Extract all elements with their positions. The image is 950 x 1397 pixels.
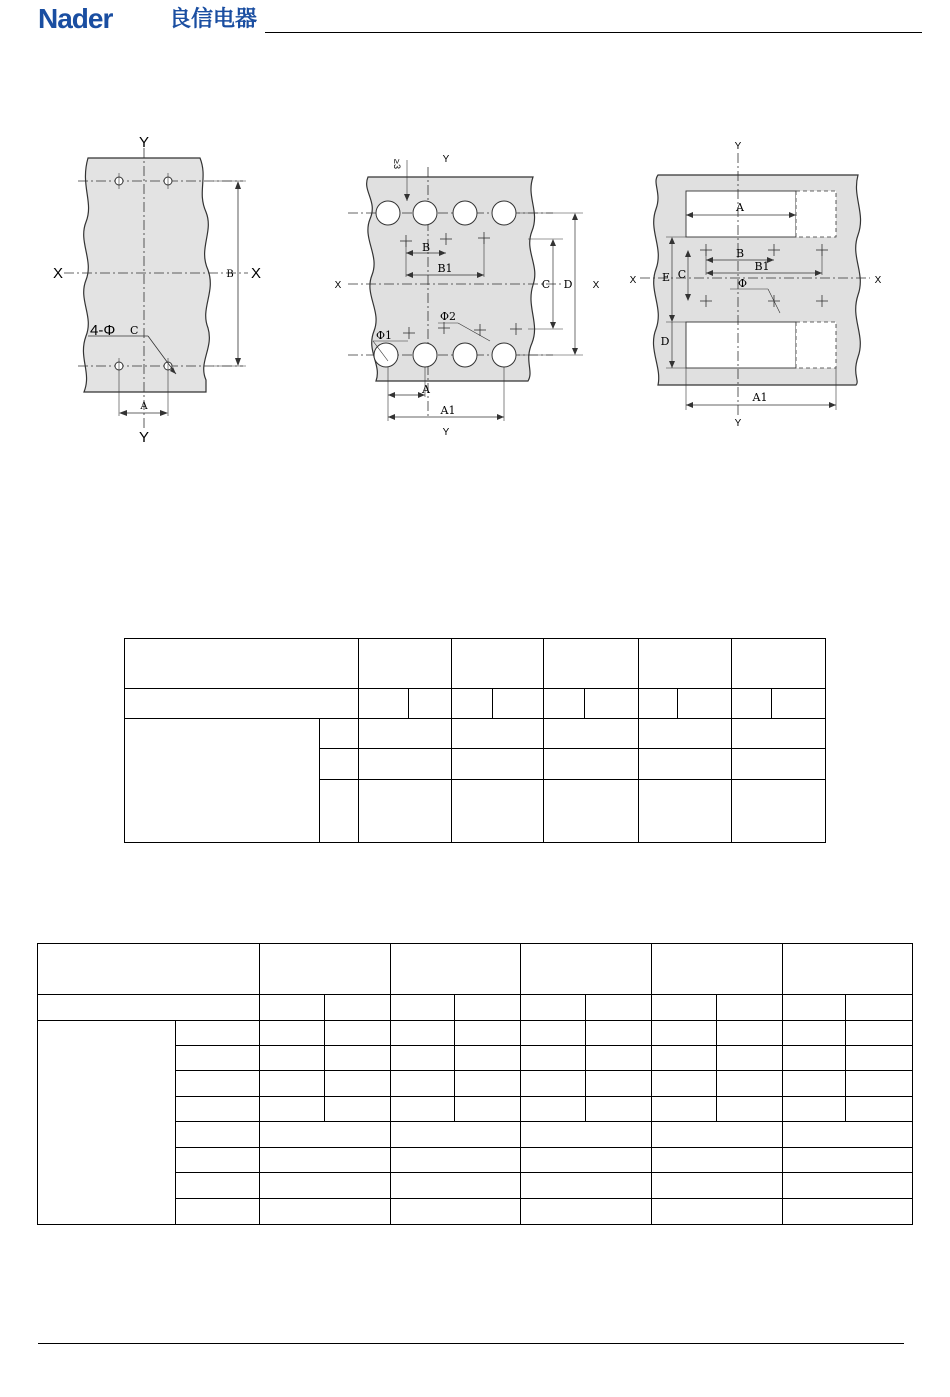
table2-cell bbox=[390, 1071, 455, 1097]
table1-cell bbox=[451, 689, 493, 719]
table2-cell bbox=[521, 1046, 586, 1071]
table2-cell bbox=[390, 1173, 521, 1199]
table1-cell bbox=[451, 780, 544, 843]
table2-cell bbox=[652, 1173, 783, 1199]
hole bbox=[376, 201, 400, 225]
dimension-table-1 bbox=[124, 638, 826, 843]
table2-cell bbox=[586, 1021, 652, 1046]
dim-label-b: B bbox=[735, 247, 745, 260]
hole bbox=[492, 201, 516, 225]
table1-cell bbox=[544, 689, 585, 719]
table2-row-label bbox=[175, 1148, 259, 1173]
axis-x-right: X bbox=[874, 275, 882, 286]
hole bbox=[413, 343, 437, 367]
axis-y-bottom: Y bbox=[734, 418, 742, 429]
dim-label-a1: A1 bbox=[752, 391, 768, 404]
table1-cell bbox=[639, 780, 732, 843]
hole-dim-label: C bbox=[130, 324, 139, 337]
table2-cell bbox=[783, 1021, 846, 1046]
table2-cell bbox=[390, 1148, 521, 1173]
dim-label-b: B bbox=[226, 269, 234, 280]
axis-x-left: X bbox=[52, 265, 64, 282]
table2-cell bbox=[521, 995, 586, 1021]
table2-cell bbox=[324, 1097, 390, 1122]
dim-label-c: C bbox=[677, 268, 687, 281]
table2-cell bbox=[259, 1046, 324, 1071]
table2-cell bbox=[390, 1097, 455, 1122]
brand-logo-cn: 良信电器 bbox=[169, 7, 258, 32]
table2-cell bbox=[652, 1148, 783, 1173]
table2-cell bbox=[455, 1046, 521, 1071]
table2-subheader-cell bbox=[38, 995, 260, 1021]
table2-cell bbox=[259, 1021, 324, 1046]
table2-cell bbox=[521, 1122, 652, 1148]
table2-cell bbox=[717, 1097, 783, 1122]
table2-cell bbox=[521, 1148, 652, 1173]
hole-count-label: 4-Φ bbox=[90, 322, 116, 339]
axis-y-top: Y bbox=[138, 134, 150, 151]
table2-header-cell bbox=[259, 944, 390, 995]
table1-cell bbox=[732, 749, 826, 780]
table1-header-cell bbox=[451, 639, 544, 689]
table2-cell bbox=[521, 1199, 652, 1225]
table2-header-cell bbox=[521, 944, 652, 995]
table2-cell bbox=[783, 1148, 913, 1173]
table1-cell bbox=[772, 689, 826, 719]
table2-cell bbox=[324, 995, 390, 1021]
dimension-table-2 bbox=[37, 943, 913, 1225]
cutout-upper-ext bbox=[796, 191, 836, 237]
table1-header-cell bbox=[125, 639, 359, 689]
table2-cell bbox=[521, 1097, 586, 1122]
table1-header-cell bbox=[639, 639, 732, 689]
table2-cell bbox=[521, 1173, 652, 1199]
dim-label-b1: B1 bbox=[437, 262, 453, 275]
table2-cell bbox=[324, 1046, 390, 1071]
table1-cell bbox=[585, 689, 639, 719]
dim-label-c: C bbox=[541, 278, 551, 291]
dim-label-b1: B1 bbox=[754, 260, 770, 273]
table2-header-cell bbox=[38, 944, 260, 995]
dim-label-a: A bbox=[140, 401, 148, 412]
table2-cell bbox=[586, 1071, 652, 1097]
table2-cell bbox=[652, 1122, 783, 1148]
table1-row-group-label bbox=[125, 719, 320, 843]
table1-cell bbox=[678, 689, 732, 719]
table2-cell bbox=[259, 1122, 390, 1148]
cutout-upper bbox=[686, 191, 796, 237]
table1-cell bbox=[358, 719, 451, 749]
table1-cell bbox=[639, 749, 732, 780]
table2-cell bbox=[259, 1148, 390, 1173]
page-header bbox=[38, 4, 922, 34]
table2-cell bbox=[259, 1071, 324, 1097]
table1-row-label bbox=[319, 749, 358, 780]
table2-cell bbox=[259, 1199, 390, 1225]
table2-cell bbox=[652, 1046, 717, 1071]
table2-cell bbox=[846, 1097, 913, 1122]
table1-row-label bbox=[319, 719, 358, 749]
table1-header-cell bbox=[544, 639, 639, 689]
table2-cell bbox=[455, 1097, 521, 1122]
mounting-drawing-2 bbox=[328, 145, 618, 445]
table1-cell bbox=[732, 689, 772, 719]
table2-cell bbox=[846, 1021, 913, 1046]
table2-cell bbox=[324, 1071, 390, 1097]
table1-header-cell bbox=[358, 639, 451, 689]
mounting-drawing-1 bbox=[48, 130, 288, 450]
table2-row-label bbox=[175, 1021, 259, 1046]
dim-label-d: D bbox=[563, 278, 573, 291]
table1-cell bbox=[544, 719, 639, 749]
table2-cell bbox=[783, 1122, 913, 1148]
dim-label-a1: A1 bbox=[440, 404, 456, 417]
table2-cell bbox=[259, 1173, 390, 1199]
table2-cell bbox=[390, 1046, 455, 1071]
header-rule bbox=[265, 32, 922, 33]
phi-label: Φ bbox=[738, 277, 748, 290]
cutout-lower bbox=[686, 322, 796, 368]
table2-header-cell bbox=[783, 944, 913, 995]
table2-row-label bbox=[175, 1173, 259, 1199]
axis-x-left: X bbox=[334, 280, 342, 291]
table2-cell bbox=[783, 995, 846, 1021]
table2-row-label bbox=[175, 1046, 259, 1071]
hole bbox=[453, 343, 477, 367]
table2-cell bbox=[717, 1021, 783, 1046]
table2-cell bbox=[390, 1199, 521, 1225]
table2-cell bbox=[455, 995, 521, 1021]
brand-logo-en: Nader bbox=[38, 3, 113, 34]
axis-y-top: Y bbox=[442, 154, 450, 165]
table2-cell bbox=[390, 1122, 521, 1148]
table2-cell bbox=[717, 1046, 783, 1071]
dim-label-d: D bbox=[660, 335, 670, 348]
table2-cell bbox=[846, 1046, 913, 1071]
edge-clearance-note: ≥3 bbox=[392, 159, 402, 169]
table2-cell bbox=[783, 1173, 913, 1199]
hole bbox=[492, 343, 516, 367]
table1-cell bbox=[732, 780, 826, 843]
table1-cell bbox=[493, 689, 544, 719]
table2-header-cell bbox=[390, 944, 521, 995]
table2-cell bbox=[259, 1097, 324, 1122]
table2-cell bbox=[521, 1071, 586, 1097]
table2-cell bbox=[846, 1071, 913, 1097]
table2-cell bbox=[717, 1071, 783, 1097]
table2-row-label bbox=[175, 1122, 259, 1148]
table2-cell bbox=[259, 995, 324, 1021]
table2-row-label bbox=[175, 1097, 259, 1122]
table2-row-label bbox=[175, 1199, 259, 1225]
axis-x-left: X bbox=[629, 275, 637, 286]
table2-row-label bbox=[175, 1071, 259, 1097]
table2-cell bbox=[783, 1046, 846, 1071]
table2-cell bbox=[521, 1021, 586, 1046]
dim-label-a: A bbox=[736, 201, 744, 214]
table2-cell bbox=[652, 1199, 783, 1225]
table2-cell bbox=[586, 1046, 652, 1071]
table1-subheader-cell bbox=[125, 689, 359, 719]
table2-cell bbox=[390, 995, 455, 1021]
hole bbox=[453, 201, 477, 225]
table2-cell bbox=[390, 1021, 455, 1046]
axis-x-right: X bbox=[250, 265, 262, 282]
table1-cell bbox=[358, 749, 451, 780]
table1-cell bbox=[639, 719, 732, 749]
mounting-drawing-3 bbox=[620, 135, 890, 435]
table2-row-group-label bbox=[38, 1021, 176, 1225]
phi2-label: Φ2 bbox=[440, 310, 457, 323]
table1-cell bbox=[544, 749, 639, 780]
axis-x-right: X bbox=[592, 280, 600, 291]
table2-cell bbox=[586, 995, 652, 1021]
table2-cell bbox=[324, 1021, 390, 1046]
table1-row-label bbox=[319, 780, 358, 843]
dim-label-a: A bbox=[422, 383, 430, 396]
phi1-label: Φ1 bbox=[376, 329, 393, 342]
table2-cell bbox=[652, 1097, 717, 1122]
hole bbox=[413, 201, 437, 225]
table2-cell bbox=[717, 995, 783, 1021]
table2-cell bbox=[455, 1071, 521, 1097]
table1-cell bbox=[732, 719, 826, 749]
table2-cell bbox=[783, 1199, 913, 1225]
table2-cell bbox=[652, 1071, 717, 1097]
table2-cell bbox=[586, 1097, 652, 1122]
table2-cell bbox=[846, 995, 913, 1021]
table1-cell bbox=[451, 749, 544, 780]
table2-header-cell bbox=[652, 944, 783, 995]
table1-cell bbox=[544, 780, 639, 843]
axis-y-bottom: Y bbox=[442, 427, 450, 438]
footer-rule bbox=[38, 1343, 904, 1344]
dim-label-b: B bbox=[421, 241, 431, 254]
table2-cell bbox=[783, 1097, 846, 1122]
hole bbox=[374, 343, 398, 367]
axis-y-top: Y bbox=[734, 141, 742, 152]
table2-cell bbox=[652, 995, 717, 1021]
table2-cell bbox=[455, 1021, 521, 1046]
table1-header-cell bbox=[732, 639, 826, 689]
table1-cell bbox=[451, 719, 544, 749]
table1-cell bbox=[358, 780, 451, 843]
dim-label-e: E bbox=[661, 271, 671, 284]
axis-y-bottom: Y bbox=[138, 429, 150, 446]
table1-cell bbox=[639, 689, 678, 719]
table2-cell bbox=[652, 1021, 717, 1046]
table1-cell bbox=[358, 689, 408, 719]
cutout-lower-ext bbox=[796, 322, 836, 368]
table2-cell bbox=[783, 1071, 846, 1097]
table1-cell bbox=[408, 689, 451, 719]
